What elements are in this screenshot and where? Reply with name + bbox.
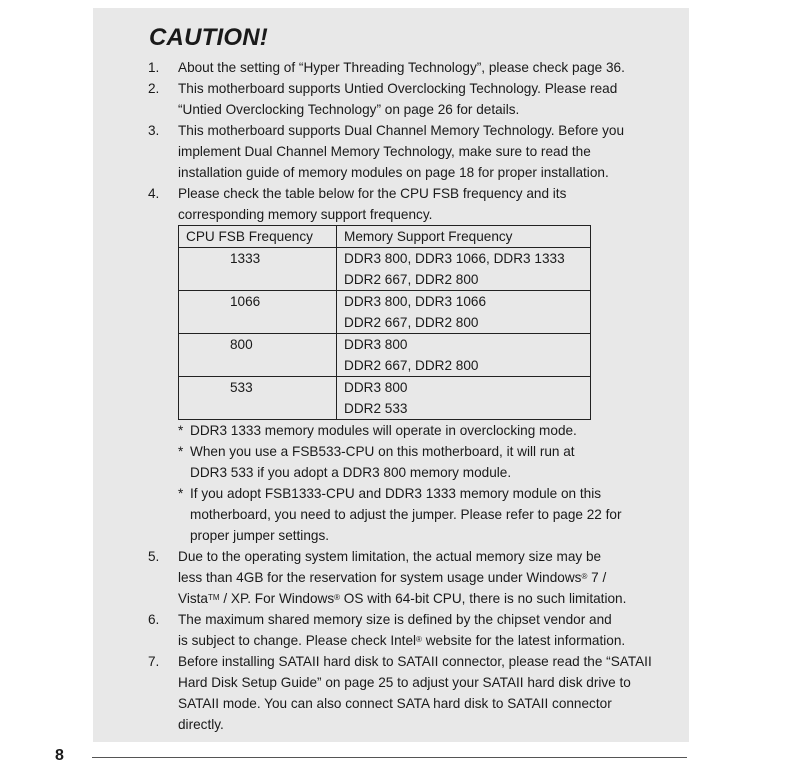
note-item xyxy=(178,483,660,546)
item-text: Due to the operating system limitation, the actual memory size may be xyxy=(178,549,602,564)
fsb-cell: 533 xyxy=(179,377,337,420)
note-text: When you use a FSB533-CPU on this motherboard, it will run at xyxy=(190,444,575,459)
item-text-part: / XP. For Windows xyxy=(219,591,335,606)
table-header-cell: Memory Support Frequency xyxy=(337,226,591,248)
table-header-row xyxy=(179,226,591,248)
registered-mark: ® xyxy=(581,572,588,581)
memory-line: DDR2 667, DDR2 800 xyxy=(344,315,479,330)
item-text: About the setting of “Hyper Threading Technology”, please check page 36. xyxy=(178,60,625,75)
memory-line: DDR3 800 xyxy=(344,380,408,395)
table-row xyxy=(179,377,591,420)
item-text-part: website for the latest information. xyxy=(421,633,626,648)
note-asterisk: * xyxy=(178,444,184,459)
list-item-2 xyxy=(148,78,660,120)
item-number: 3. xyxy=(148,123,160,138)
memory-line: DDR3 800, DDR3 1066 xyxy=(344,294,487,309)
note-text: motherboard, you need to adjust the jumper. Please refer to page 22 for xyxy=(190,507,622,522)
item-number: 4. xyxy=(148,186,160,201)
item-text-part: is subject to change. Please check Intel xyxy=(178,633,417,648)
item-number: 7. xyxy=(148,654,160,669)
fsb-cell: 1066 xyxy=(179,291,337,334)
note-asterisk: * xyxy=(178,486,184,501)
memory-cell xyxy=(337,248,591,291)
item-text: installation guide of memory modules on page 18 for proper installation. xyxy=(178,165,609,180)
item-text xyxy=(178,588,660,609)
table-row xyxy=(179,334,591,377)
note-text: DDR3 533 if you adopt a DDR3 800 memory module. xyxy=(190,465,512,480)
fsb-cell: 1333 xyxy=(179,248,337,291)
memory-line: DDR3 800 xyxy=(344,337,408,352)
list-item-6 xyxy=(148,609,660,651)
table-row xyxy=(179,248,591,291)
caution-list xyxy=(148,57,660,735)
note-asterisk: * xyxy=(178,423,184,438)
note-text: proper jumper settings. xyxy=(190,528,330,543)
item-text: Please check the table below for the CPU FSB frequency and its xyxy=(178,186,567,201)
memory-cell xyxy=(337,377,591,420)
item-text: Hard Disk Setup Guide” on page 25 to adjust your SATAII hard disk drive to xyxy=(178,675,631,690)
registered-mark: ® xyxy=(416,635,422,644)
item-text: implement Dual Channel Memory Technology, make sure to read the xyxy=(178,144,591,159)
item-number: 2. xyxy=(148,81,160,96)
note-text: DDR3 1333 memory modules will operate in overclocking mode. xyxy=(190,423,577,438)
list-item-7 xyxy=(148,651,660,735)
fsb-memory-table xyxy=(178,225,591,420)
item-text-part: Vista xyxy=(178,591,208,606)
item-text: The maximum shared memory size is defined by the chipset vendor and xyxy=(178,612,612,627)
note-item xyxy=(178,441,660,483)
table-notes xyxy=(178,420,660,546)
registered-mark: ® xyxy=(334,593,341,602)
item-text-part: 7 / xyxy=(587,570,607,585)
list-item-5 xyxy=(148,546,660,609)
memory-line: DDR3 800, DDR3 1066, DDR3 1333 xyxy=(344,251,565,266)
memory-cell xyxy=(337,334,591,377)
list-item-3 xyxy=(148,120,660,183)
item-number: 6. xyxy=(148,612,160,627)
list-item-4 xyxy=(148,183,660,546)
note-text: If you adopt FSB1333-CPU and DDR3 1333 memory module on this xyxy=(190,486,602,501)
item-text-part: OS with 64-bit CPU, there is no such limitation. xyxy=(340,591,627,606)
item-text: Before installing SATAII hard disk to SATAII connector, please read the “SATAII xyxy=(178,654,652,669)
item-text xyxy=(178,630,660,651)
item-text-part: less than 4GB for the reservation for system usage under Windows xyxy=(178,570,582,585)
item-number: 1. xyxy=(148,60,160,75)
memory-line: DDR2 667, DDR2 800 xyxy=(344,358,479,373)
caution-title: CAUTION! xyxy=(149,24,268,51)
footer-divider xyxy=(92,757,687,758)
table-row xyxy=(179,291,591,334)
page-number: 8 xyxy=(55,747,64,764)
fsb-cell: 800 xyxy=(179,334,337,377)
note-item xyxy=(178,420,660,441)
memory-cell xyxy=(337,291,591,334)
item-text: corresponding memory support frequency. xyxy=(178,207,433,222)
item-text: This motherboard supports Dual Channel Memory Technology. Before you xyxy=(178,123,625,138)
item-text xyxy=(178,567,660,588)
item-text: This motherboard supports Untied Overclocking Technology. Please read xyxy=(178,81,618,96)
item-text: “Untied Overclocking Technology” on page 26 for details. xyxy=(178,102,520,117)
table-header-cell: CPU FSB Frequency xyxy=(179,226,337,248)
item-text: SATAII mode. You can also connect SATA hard disk to SATAII connector xyxy=(178,696,612,711)
memory-line: DDR2 533 xyxy=(344,401,408,416)
list-item-1 xyxy=(148,57,660,78)
item-number: 5. xyxy=(148,549,160,564)
trademark-mark: TM xyxy=(207,593,220,602)
item-text: directly. xyxy=(178,717,224,732)
memory-line: DDR2 667, DDR2 800 xyxy=(344,272,479,287)
